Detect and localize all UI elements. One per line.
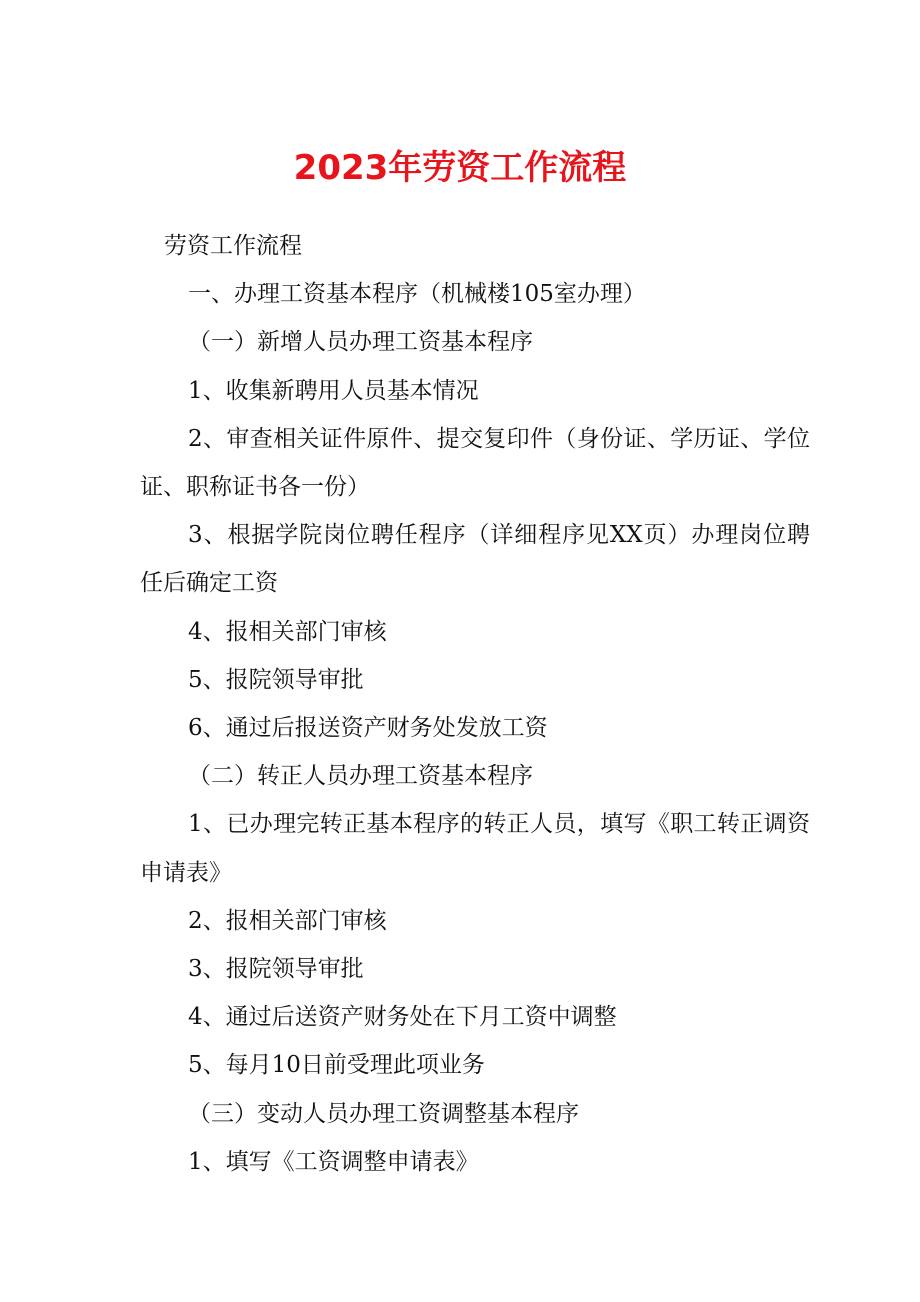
list-item: 1、收集新聘用人员基本情况: [188, 377, 479, 404]
subsection-heading-2: （二）转正人员办理工资基本程序: [188, 763, 533, 790]
list-item: 1、填写《工资调整申请表》: [188, 1148, 479, 1175]
list-item: 5、每月10日前受理此项业务: [188, 1052, 485, 1079]
list-item: 4、通过后送资产财务处在下月工资中调整: [188, 1004, 617, 1031]
section-heading-1: 一、办理工资基本程序（机械楼105室办理）: [188, 281, 646, 308]
list-item: 2、报相关部门审核: [188, 907, 387, 934]
list-item: 3、根据学院岗位聘任程序（详细程序见XX页）办理岗位聘任后确定工资: [140, 522, 810, 597]
list-item: 1、已办理完转正基本程序的转正人员，填写《职工转正调资申请表》: [140, 811, 810, 886]
list-item: 5、报院领导审批: [188, 666, 364, 693]
subsection-heading-1: （一）新增人员办理工资基本程序: [188, 329, 533, 356]
list-item: 3、报院领导审批: [188, 956, 364, 983]
list-item: 4、报相关部门审核: [188, 618, 387, 645]
subsection-heading-3: （三）变动人员办理工资调整基本程序: [188, 1100, 579, 1127]
list-item: 2、审查相关证件原件、提交复印件（身份证、学历证、学位证、职称证书各一份）: [140, 425, 810, 501]
document-title: 2023年劳资工作流程: [293, 148, 627, 188]
paragraph-intro: 劳资工作流程: [164, 233, 302, 259]
document-body: [140, 222, 810, 1186]
list-item: 6、通过后报送资产财务处发放工资: [188, 715, 548, 742]
